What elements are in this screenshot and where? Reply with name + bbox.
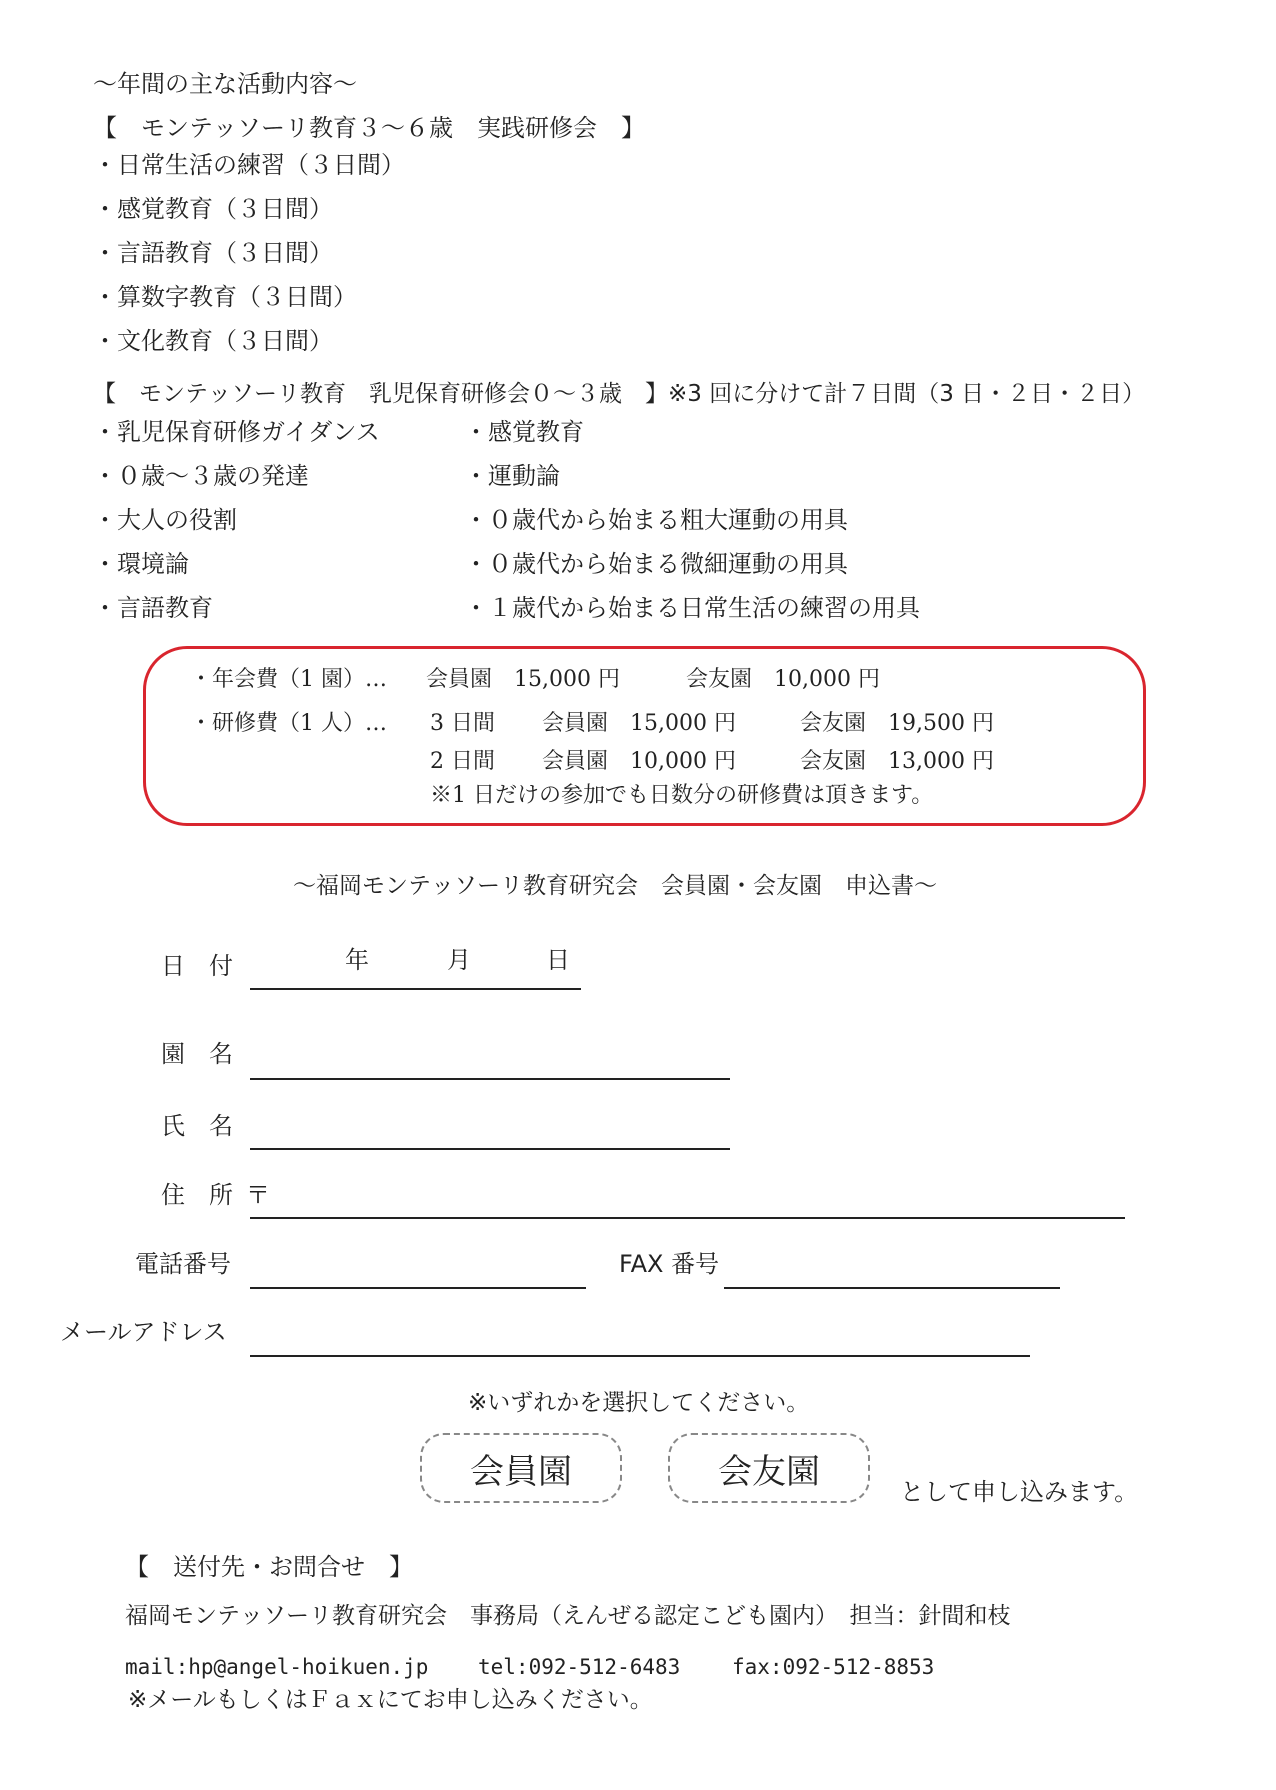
friend-school-option-label: 会友園 xyxy=(718,1451,820,1492)
training-2days-member: 会員園 10,000 円 xyxy=(542,749,736,774)
apply-suffix: として申し込みます。 xyxy=(900,1478,1139,1506)
contact-fax: fax:092-512-8853 xyxy=(732,1655,935,1679)
training-3days: 3 日間 xyxy=(430,711,495,736)
person-name-label: 氏 名 xyxy=(161,1112,233,1140)
school-name-label: 園 名 xyxy=(161,1040,233,1068)
contact-note: ※メールもしくはＦａｘにてお申し込みください。 xyxy=(128,1687,653,1713)
course2-left-item: ・乳児保育研修ガイダンス xyxy=(93,418,380,446)
activities-heading: 〜年間の主な活動内容〜 xyxy=(93,70,357,98)
select-note: ※いずれかを選択してください。 xyxy=(468,1390,810,1416)
member-school-option[interactable] xyxy=(420,1433,622,1503)
course2-right-item: ・０歳代から始まる微細運動の用具 xyxy=(464,550,848,578)
year-label: 年 xyxy=(345,946,369,974)
contact-office: 福岡モンテッソーリ教育研究会 事務局（えんぜる認定こども園内） 担当：針間和枝 xyxy=(125,1603,1011,1629)
course1-item: ・文化教育（３日間） xyxy=(93,327,333,355)
date-field[interactable] xyxy=(250,988,581,990)
postal-mark: 〒 xyxy=(246,1181,270,1209)
member-school-option-label: 会員園 xyxy=(470,1451,572,1492)
course1-item: ・感覚教育（３日間） xyxy=(93,195,333,223)
email-field[interactable] xyxy=(250,1355,1030,1357)
course2-left-item: ・大人の役割 xyxy=(93,506,237,534)
address-field[interactable] xyxy=(250,1217,1125,1219)
date-label: 日 付 xyxy=(161,952,233,980)
contact-tel: tel:092-512-6483 xyxy=(478,1655,681,1679)
course2-title: 【 モンテッソーリ教育 乳児保育研修会０〜３歳 】※3 回に分けて計７日間（3 日・２日・２日） xyxy=(93,381,1146,407)
course1-item: ・日常生活の練習（３日間） xyxy=(93,151,405,179)
contact-mail[interactable]: mail:hp@angel-hoikuen.jp xyxy=(125,1655,429,1679)
training-2days-friend: 会友園 13,000 円 xyxy=(800,749,994,774)
phone-label: 電話番号 xyxy=(135,1250,231,1278)
course1-item: ・言語教育（３日間） xyxy=(93,239,333,267)
person-name-field[interactable] xyxy=(250,1148,730,1150)
training-3days-friend: 会友園 19,500 円 xyxy=(800,711,994,736)
month-label: 月 xyxy=(447,946,471,974)
course2-left-item: ・環境論 xyxy=(93,550,189,578)
school-name-field[interactable] xyxy=(250,1078,730,1080)
address-label: 住 所 xyxy=(161,1181,233,1209)
course1-title: 【 モンテッソーリ教育３〜６歳 実践研修会 】 xyxy=(93,114,645,142)
course2-right-item: ・運動論 xyxy=(464,462,560,490)
contact-heading: 【 送付先・お問合せ 】 xyxy=(125,1553,413,1581)
annual-fee-label: ・年会費（1 園）… xyxy=(190,667,387,692)
course2-left-item: ・言語教育 xyxy=(93,594,213,622)
training-fee-label: ・研修費（1 人）… xyxy=(190,711,387,736)
annual-fee-friend: 会友園 10,000 円 xyxy=(686,667,880,692)
course2-left-item: ・０歳〜３歳の発達 xyxy=(93,462,309,490)
form-title: 〜福岡モンテッソーリ教育研究会 会員園・会友園 申込書〜 xyxy=(293,873,937,899)
annual-fee-member: 会員園 15,000 円 xyxy=(426,667,620,692)
friend-school-option[interactable] xyxy=(668,1433,870,1503)
course1-item: ・算数字教育（３日間） xyxy=(93,283,357,311)
fax-label: FAX 番号 xyxy=(619,1250,720,1278)
course2-right-item: ・感覚教育 xyxy=(464,418,584,446)
email-label: メールアドレス xyxy=(60,1318,227,1346)
fax-field[interactable] xyxy=(724,1287,1060,1289)
training-2days: 2 日間 xyxy=(430,749,495,774)
course2-right-item: ・０歳代から始まる粗大運動の用具 xyxy=(464,506,848,534)
training-3days-member: 会員園 15,000 円 xyxy=(542,711,736,736)
course2-right-item: ・１歳代から始まる日常生活の練習の用具 xyxy=(464,594,920,622)
training-fee-note: ※1 日だけの参加でも日数分の研修費は頂きます。 xyxy=(430,783,934,808)
phone-field[interactable] xyxy=(250,1287,586,1289)
day-label: 日 xyxy=(546,946,570,974)
